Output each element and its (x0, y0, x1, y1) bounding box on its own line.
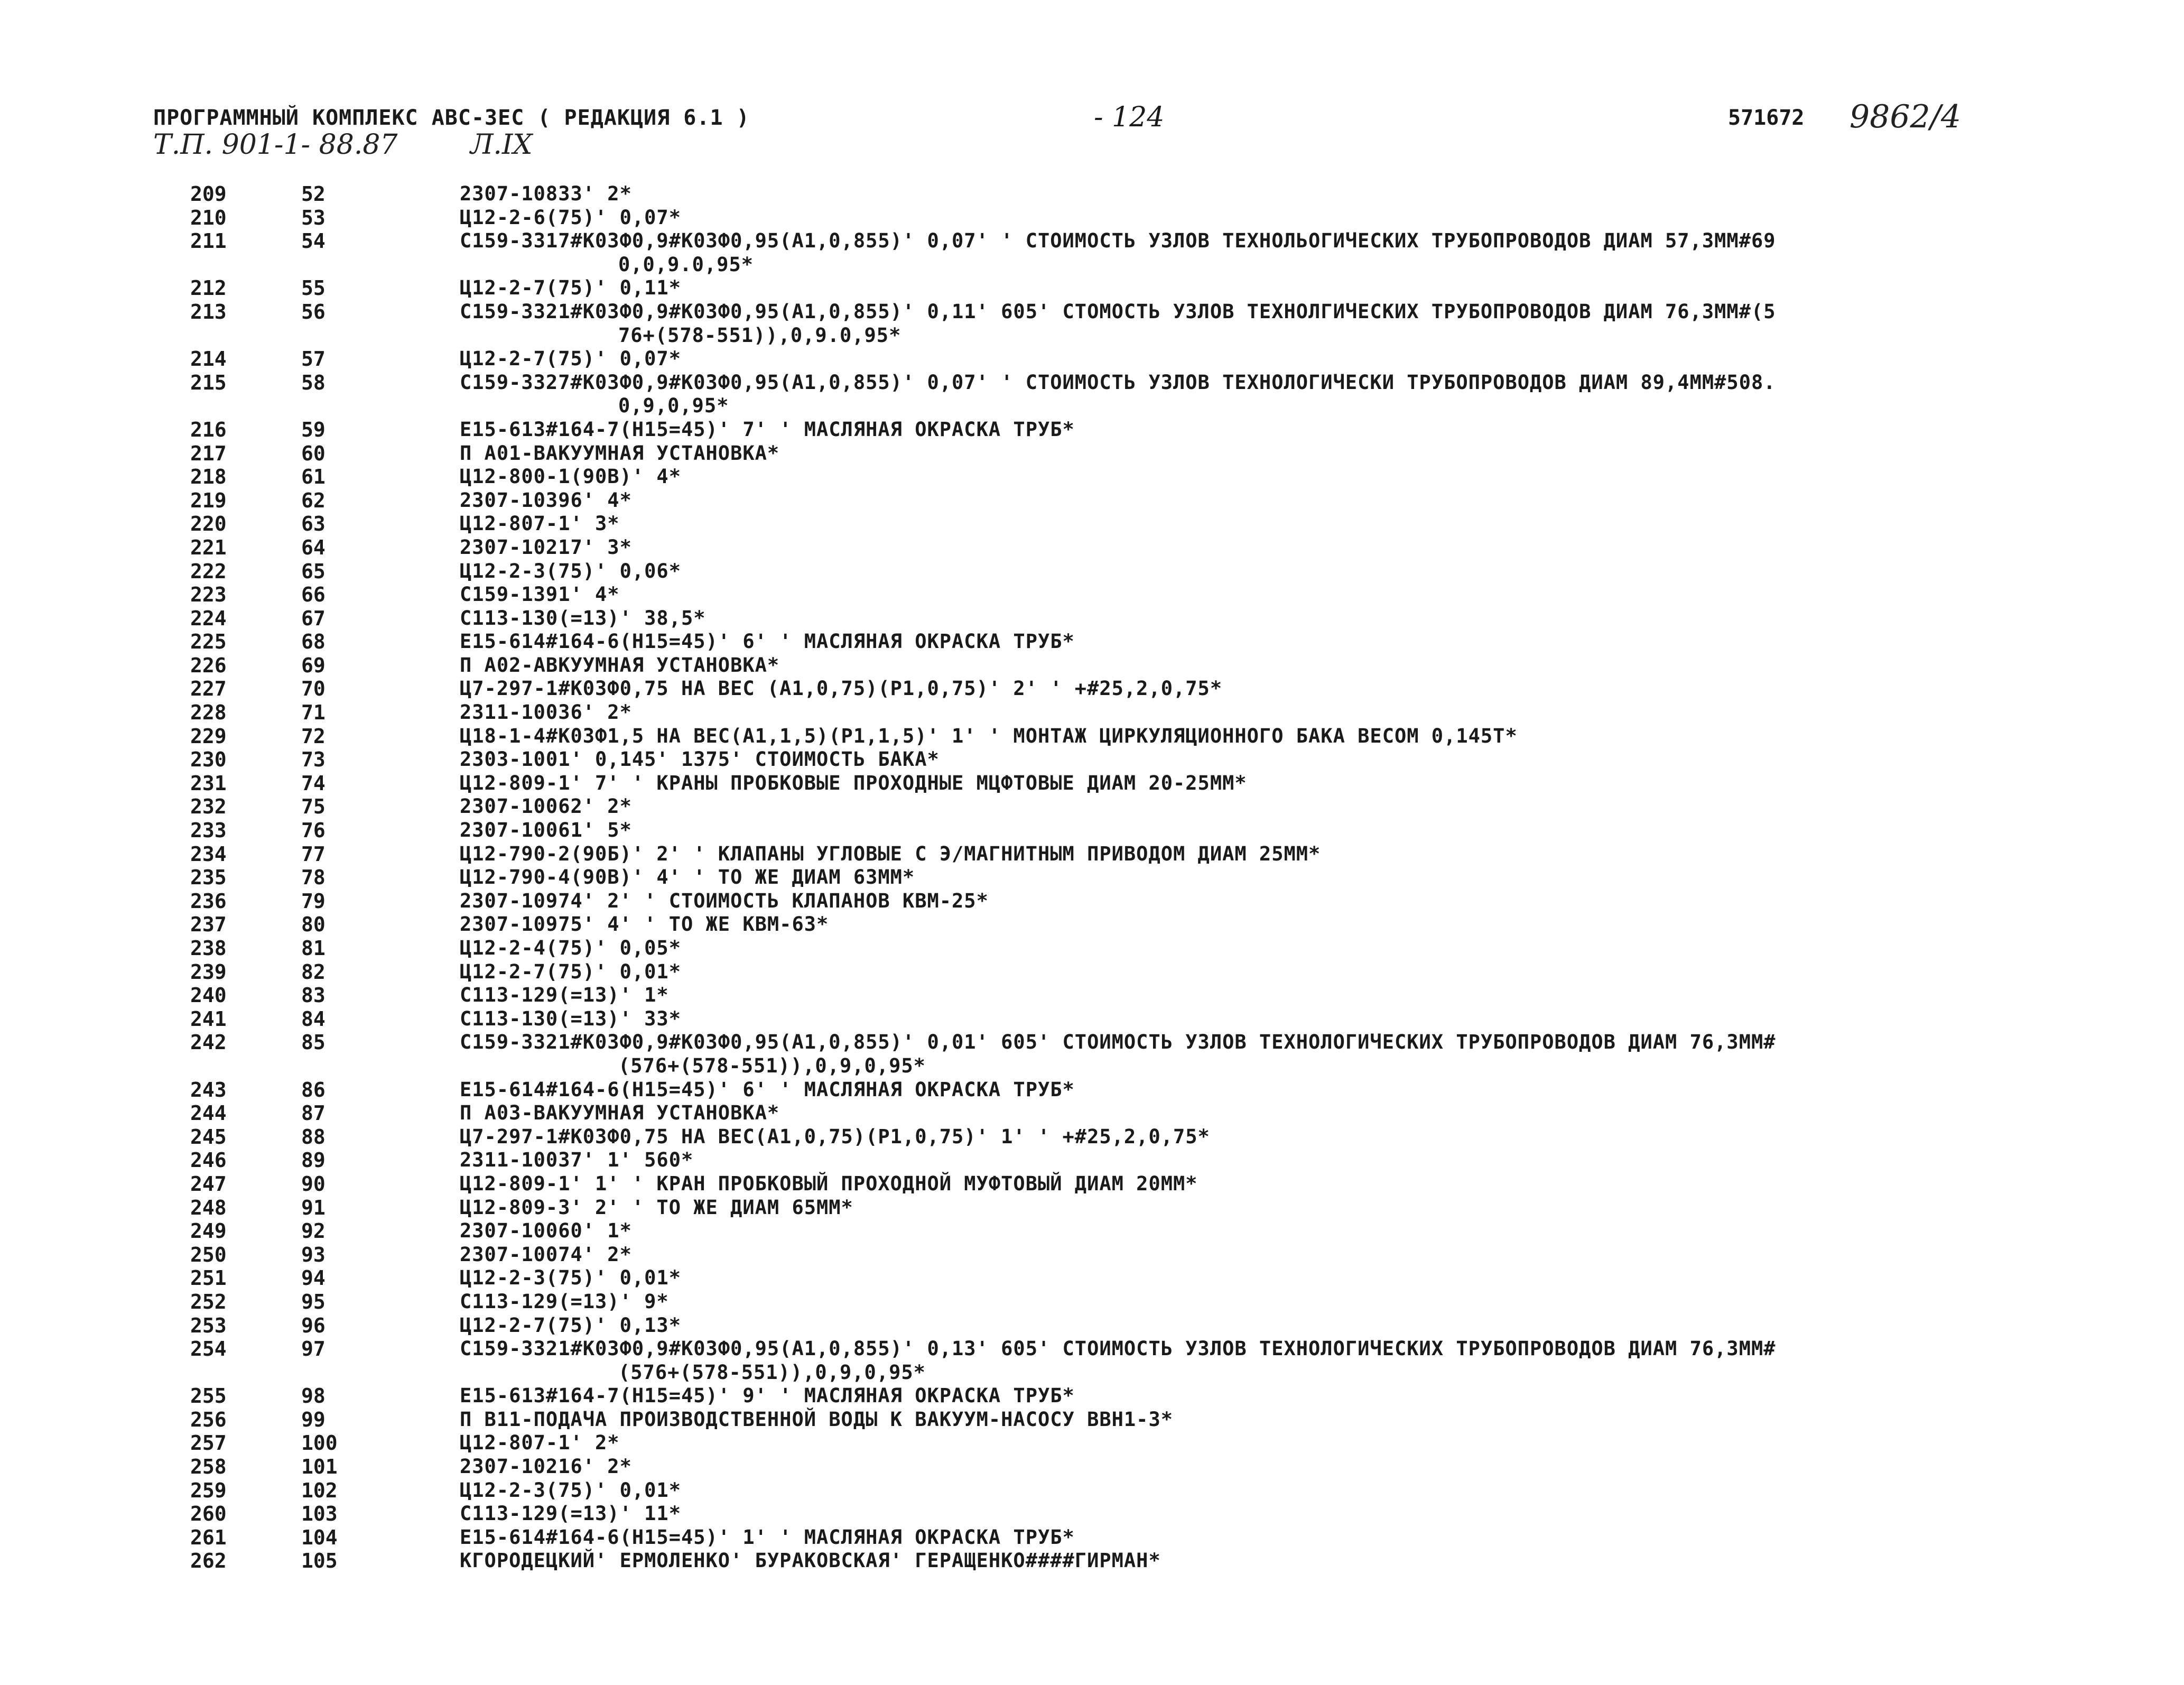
listing-line (0, 748, 2184, 772)
listing-line (0, 583, 2184, 607)
line-text: С113-130(=13)' 38,5* (460, 606, 706, 629)
line-text: С159-3321#К03Ф0,9#К03Ф0,95(А1,0,855)' 0,11' 605' СТОМОСТЬ УЗЛОВ ТЕХНОЛГИЧЕСКИХ ТРУБОПРОВОДОВ ДИАМ 76,3ММ#(5 (460, 300, 1776, 323)
line-text: Ц12-2-6(75)' 0,07* (460, 206, 681, 229)
line-text: Ц12-807-1' 2* (460, 1431, 620, 1455)
line-text: 2307-10217' 3* (460, 535, 632, 559)
line-text: Ц18-1-4#К03Ф1,5 НА ВЕС(А1,1,5)(Р1,1,5)' 1' ' МОНТАЖ ЦИРКУЛЯЦИОННОГО БАКА ВЕСОМ 0,145Т* (460, 724, 1518, 747)
listing-line (0, 866, 2184, 890)
listing-line (0, 937, 2184, 960)
item-number: 56 (301, 300, 326, 323)
listing-line (0, 1149, 2184, 1172)
line-text: С159-3321#К03Ф0,9#К03Ф0,95(А1,0,855)' 0,01' 605' СТОИМОСТЬ УЗЛОВ ТЕХНОЛОГИЧЕСКИХ ТРУБОПРОВОДОВ ДИАМ 76,3ММ# (460, 1031, 1776, 1054)
listing-line (0, 1219, 2184, 1243)
item-number: 53 (301, 206, 326, 229)
listing-line (0, 842, 2184, 866)
item-number: 76 (301, 819, 326, 842)
line-number: 256 (190, 1408, 227, 1431)
line-text: Ц7-297-1#К03Ф0,75 НА ВЕС (А1,0,75)(Р1,0,75)' 2' ' +#25,2,0,75* (460, 677, 1223, 700)
line-text: Ц12-2-4(75)' 0,05* (460, 937, 681, 959)
item-number: 82 (301, 960, 326, 984)
listing-line (0, 1243, 2184, 1267)
line-number: 214 (190, 347, 227, 371)
line-text: Е15-614#164-6(Н15=45)' 6' ' МАСЛЯНАЯ ОКРАСКА ТРУБ* (460, 1078, 1075, 1101)
line-text: 2307-10062' 2* (460, 795, 632, 818)
listing-line (0, 677, 2184, 701)
line-number: 230 (190, 748, 227, 772)
line-text: 76+(578-551)),0,9.0,95* (618, 323, 902, 347)
line-text: Ц12-809-1' 1' ' КРАН ПРОБКОВЫЙ ПРОХОДНОЙ МУФТОВЫЙ ДИАМ 20ММ* (460, 1172, 1198, 1195)
line-number: 258 (190, 1455, 227, 1479)
line-text: П А02-АВКУУМНАЯ УСТАНОВКА* (460, 653, 780, 677)
page-number: - 124 (1094, 101, 1165, 133)
listing-line (0, 1031, 2184, 1054)
listing-line (0, 1526, 2184, 1550)
line-number: 257 (190, 1431, 227, 1455)
listing-line (0, 1337, 2184, 1361)
line-number: 234 (190, 842, 227, 866)
line-number: 213 (190, 300, 227, 323)
item-number: 58 (301, 371, 326, 394)
line-text: С159-3317#К03Ф0,9#К03Ф0,95(А1,0,855)' 0,07' ' СТОИМОСТЬ УЗЛОВ ТЕХНОЛЬОГИЧЕСКИХ ТРУБОПРОВОДОВ ДИАМ 57,3ММ#69 (460, 229, 1776, 253)
item-number: 100 (301, 1431, 338, 1455)
item-number: 96 (301, 1313, 326, 1337)
line-number: 210 (190, 206, 227, 229)
line-number: 260 (190, 1502, 227, 1526)
line-number: 209 (190, 182, 227, 206)
line-text: 0,0,9.0,95* (618, 253, 754, 276)
document-code: 571672 (1728, 106, 1805, 130)
listing-line (0, 300, 2184, 324)
sheet-reference: Л.IX (470, 129, 533, 161)
line-number: 261 (190, 1525, 227, 1549)
item-number: 99 (301, 1408, 326, 1431)
item-number: 86 (301, 1078, 326, 1101)
item-number: 104 (301, 1525, 338, 1549)
line-number: 212 (190, 276, 227, 300)
listing-line (0, 560, 2184, 584)
line-text: Е15-613#164-7(Н15=45)' 9' ' МАСЛЯНАЯ ОКРАСКА ТРУБ* (460, 1384, 1075, 1408)
listing-line (0, 984, 2184, 1007)
line-number: 216 (190, 418, 227, 441)
listing-line (0, 1101, 2184, 1125)
listing-line (0, 1266, 2184, 1290)
line-number: 244 (190, 1101, 227, 1125)
line-number: 236 (190, 889, 227, 913)
item-number: 79 (301, 889, 326, 913)
item-number: 78 (301, 866, 326, 890)
line-number: 250 (190, 1243, 227, 1266)
listing-line (0, 1455, 2184, 1479)
item-number: 69 (301, 653, 326, 677)
line-text: Е15-613#164-7(Н15=45)' 7' ' МАСЛЯНАЯ ОКРАСКА ТРУБ* (460, 418, 1075, 441)
line-number: 252 (190, 1290, 227, 1313)
line-text: П А01-ВАКУУМНАЯ УСТАНОВКА* (460, 441, 780, 465)
listing-line (0, 1125, 2184, 1149)
listing-line (0, 1314, 2184, 1338)
listing-line (0, 347, 2184, 371)
line-text: Ц12-809-3' 2' ' ТО ЖЕ ДИАМ 65ММ* (460, 1196, 853, 1219)
item-number: 63 (301, 512, 326, 536)
line-number: 225 (190, 630, 227, 654)
line-text: Е15-614#164-6(Н15=45)' 1' ' МАСЛЯНАЯ ОКРАСКА ТРУБ* (460, 1525, 1075, 1549)
item-number: 62 (301, 488, 326, 512)
listing-line (0, 1078, 2184, 1102)
listing-line-continuation (0, 1054, 2184, 1078)
line-text: 2307-10074' 2* (460, 1243, 632, 1266)
listing-line (0, 1549, 2184, 1573)
item-number: 55 (301, 276, 326, 300)
item-number: 85 (301, 1031, 326, 1054)
line-text: (576+(578-551)),0,9,0,95* (618, 1360, 926, 1384)
item-number: 105 (301, 1549, 338, 1573)
item-number: 94 (301, 1266, 326, 1290)
line-text: Ц12-2-3(75)' 0,01* (460, 1478, 681, 1502)
line-text: С159-1391' 4* (460, 583, 620, 606)
item-number: 97 (301, 1337, 326, 1361)
item-number: 103 (301, 1502, 338, 1526)
line-number: 247 (190, 1172, 227, 1196)
line-text: Е15-614#164-6(Н15=45)' 6' ' МАСЛЯНАЯ ОКРАСКА ТРУБ* (460, 630, 1075, 653)
item-number: 64 (301, 535, 326, 559)
item-number: 68 (301, 630, 326, 654)
line-text: 2307-10974' 2' ' СТОИМОСТЬ КЛАПАНОВ КВМ-25* (460, 889, 989, 912)
line-text: 2311-10036' 2* (460, 701, 632, 724)
line-number: 262 (190, 1549, 227, 1573)
line-text: Ц12-790-2(90Б)' 2' ' КЛАПАНЫ УГЛОВЫЕ С Э/МАГНИТНЫМ ПРИВОДОМ ДИАМ 25ММ* (460, 842, 1321, 865)
line-number: 238 (190, 937, 227, 960)
line-text: 0,9,0,95* (618, 394, 729, 418)
line-text: С113-129(=13)' 1* (460, 984, 669, 1007)
line-text: 2307-10833' 2* (460, 182, 632, 205)
line-number: 232 (190, 795, 227, 819)
line-text: С159-3327#К03Ф0,9#К03Ф0,95(А1,0,855)' 0,07' ' СТОИМОСТЬ УЗЛОВ ТЕХНОЛОГИЧЕСКИ ТРУБОПРОВОДОВ ДИАМ 89,4ММ#508. (460, 371, 1776, 394)
item-number: 52 (301, 182, 326, 206)
listing-line (0, 960, 2184, 984)
listing-line (0, 229, 2184, 253)
line-text: Ц12-2-7(75)' 0,13* (460, 1313, 681, 1337)
line-text: КГОРОДЕЦКИЙ' ЕРМОЛЕНКО' БУРАКОВСКАЯ' ГЕРАЩЕНКО####ГИРМАН* (460, 1549, 1161, 1572)
listing-line (0, 1007, 2184, 1031)
item-number: 67 (301, 606, 326, 630)
line-number: 243 (190, 1078, 227, 1101)
listing-line (0, 701, 2184, 725)
line-number: 251 (190, 1266, 227, 1290)
line-number: 254 (190, 1337, 227, 1361)
line-number: 245 (190, 1125, 227, 1149)
item-number: 92 (301, 1219, 326, 1243)
item-number: 80 (301, 913, 326, 937)
item-number: 61 (301, 465, 326, 489)
line-text: Ц12-2-7(75)' 0,01* (460, 960, 681, 983)
item-number: 93 (301, 1243, 326, 1266)
line-text: Ц12-2-3(75)' 0,06* (460, 559, 681, 582)
line-number: 226 (190, 653, 227, 677)
item-number: 75 (301, 795, 326, 819)
item-number: 65 (301, 559, 326, 583)
line-text: 2303-1001' 0,145' 1375' СТОИМОСТЬ БАКА* (460, 748, 940, 771)
line-number: 223 (190, 583, 227, 607)
listing-line (0, 1290, 2184, 1314)
item-number: 60 (301, 441, 326, 465)
item-number: 74 (301, 771, 326, 795)
line-number: 240 (190, 984, 227, 1007)
line-number: 217 (190, 441, 227, 465)
line-number: 229 (190, 724, 227, 748)
listing-line (0, 725, 2184, 748)
listing-line (0, 1196, 2184, 1220)
listing-line (0, 489, 2184, 513)
line-number: 237 (190, 913, 227, 937)
project-reference: Т.П. 901-1- 88.87 (153, 129, 398, 161)
line-text: Ц12-2-7(75)' 0,11* (460, 276, 681, 300)
listing-line (0, 1408, 2184, 1432)
line-text: (576+(578-551)),0,9,0,95* (618, 1054, 926, 1077)
line-number: 246 (190, 1149, 227, 1172)
item-number: 57 (301, 347, 326, 371)
listing-line (0, 465, 2184, 489)
listing-line-continuation (0, 394, 2184, 418)
listing-line (0, 819, 2184, 842)
line-text: П А03-ВАКУУМНАЯ УСТАНОВКА* (460, 1101, 780, 1125)
line-number: 253 (190, 1313, 227, 1337)
listing-line (0, 1431, 2184, 1455)
line-number: 259 (190, 1478, 227, 1502)
line-number: 215 (190, 371, 227, 394)
line-text: Ц7-297-1#К03Ф0,75 НА ВЕС(А1,0,75)(Р1,0,75)' 1' ' +#25,2,0,75* (460, 1125, 1210, 1148)
listing-line (0, 1172, 2184, 1196)
line-text: 2307-10396' 4* (460, 488, 632, 512)
item-number: 73 (301, 748, 326, 772)
item-number: 90 (301, 1172, 326, 1196)
listing-line (0, 371, 2184, 395)
listing-line (0, 206, 2184, 230)
line-text: Ц12-800-1(90В)' 4* (460, 465, 681, 488)
item-number: 59 (301, 418, 326, 441)
listing-line (0, 607, 2184, 631)
line-text: Ц12-807-1' 3* (460, 512, 620, 535)
line-number: 242 (190, 1031, 227, 1054)
line-text: П В11-ПОДАЧА ПРОИЗВОДСТВЕННОЙ ВОДЫ К ВАКУУМ-НАСОСУ ВВН1-3* (460, 1408, 1174, 1431)
listing-line (0, 276, 2184, 300)
item-number: 71 (301, 701, 326, 725)
line-number: 220 (190, 512, 227, 536)
line-number: 231 (190, 771, 227, 795)
listing-line (0, 536, 2184, 560)
line-text: С113-129(=13)' 9* (460, 1290, 669, 1313)
listing-line (0, 442, 2184, 466)
listing-line (0, 182, 2184, 206)
line-text: С113-129(=13)' 11* (460, 1502, 681, 1525)
line-number: 235 (190, 866, 227, 890)
listing-line (0, 1502, 2184, 1526)
line-number: 228 (190, 701, 227, 725)
item-number: 83 (301, 984, 326, 1007)
line-number: 211 (190, 229, 227, 253)
line-text: Ц12-2-7(75)' 0,07* (460, 347, 681, 371)
listing-line (0, 1384, 2184, 1408)
item-number: 88 (301, 1125, 326, 1149)
item-number: 95 (301, 1290, 326, 1313)
item-number: 77 (301, 842, 326, 866)
line-number: 241 (190, 1007, 227, 1031)
listing-line (0, 512, 2184, 536)
line-text: 2307-10061' 5* (460, 819, 632, 842)
handwritten-code: 9862/4 (1850, 98, 1962, 135)
listing-line (0, 1479, 2184, 1503)
item-number: 70 (301, 677, 326, 701)
listing-lines (0, 182, 2184, 1573)
line-number: 219 (190, 488, 227, 512)
line-text: 2307-10216' 2* (460, 1455, 632, 1478)
listing-line-continuation (0, 253, 2184, 277)
item-number: 101 (301, 1455, 338, 1479)
page-header (153, 98, 2161, 169)
line-number: 249 (190, 1219, 227, 1243)
listing-line (0, 772, 2184, 795)
line-number: 227 (190, 677, 227, 701)
line-number: 224 (190, 606, 227, 630)
line-text: Ц12-790-4(90В)' 4' ' ТО ЖЕ ДИАМ 63ММ* (460, 866, 915, 889)
line-text: Ц12-2-3(75)' 0,01* (460, 1266, 681, 1290)
item-number: 102 (301, 1478, 338, 1502)
listing-line (0, 418, 2184, 442)
line-number: 239 (190, 960, 227, 984)
line-text: Ц12-809-1' 7' ' КРАНЫ ПРОБКОВЫЕ ПРОХОДНЫЕ МЦФТОВЫЕ ДИАМ 20-25ММ* (460, 771, 1247, 794)
line-text: С113-130(=13)' 33* (460, 1007, 681, 1030)
listing-line (0, 890, 2184, 913)
item-number: 66 (301, 583, 326, 607)
line-number: 255 (190, 1384, 227, 1408)
line-text: С159-3321#К03Ф0,9#К03Ф0,95(А1,0,855)' 0,13' 605' СТОИМОСТЬ УЗЛОВ ТЕХНОЛОГИЧЕСКИХ ТРУБОПРОВОДОВ ДИАМ 76,3ММ# (460, 1337, 1776, 1360)
line-number: 233 (190, 819, 227, 842)
line-text: 2307-10060' 1* (460, 1219, 632, 1243)
listing-line (0, 654, 2184, 678)
listing-line (0, 795, 2184, 819)
item-number: 91 (301, 1196, 326, 1219)
listing-line (0, 630, 2184, 654)
item-number: 98 (301, 1384, 326, 1408)
line-number: 221 (190, 535, 227, 559)
line-number: 218 (190, 465, 227, 489)
listing-line-continuation (0, 1361, 2184, 1385)
item-number: 89 (301, 1149, 326, 1172)
line-number: 222 (190, 559, 227, 583)
item-number: 81 (301, 937, 326, 960)
listing-line-continuation (0, 324, 2184, 348)
item-number: 54 (301, 229, 326, 253)
item-number: 72 (301, 724, 326, 748)
program-title: ПРОГРАММНЫЙ КОМПЛЕКС АВС-3ЕС ( РЕДАКЦИЯ 6.1 ) (153, 106, 750, 130)
item-number: 84 (301, 1007, 326, 1031)
line-text: 2311-10037' 1' 560* (460, 1149, 694, 1172)
line-number: 248 (190, 1196, 227, 1219)
line-text: 2307-10975' 4' ' ТО ЖЕ КВМ-63* (460, 913, 829, 936)
listing-line (0, 913, 2184, 937)
item-number: 87 (301, 1101, 326, 1125)
